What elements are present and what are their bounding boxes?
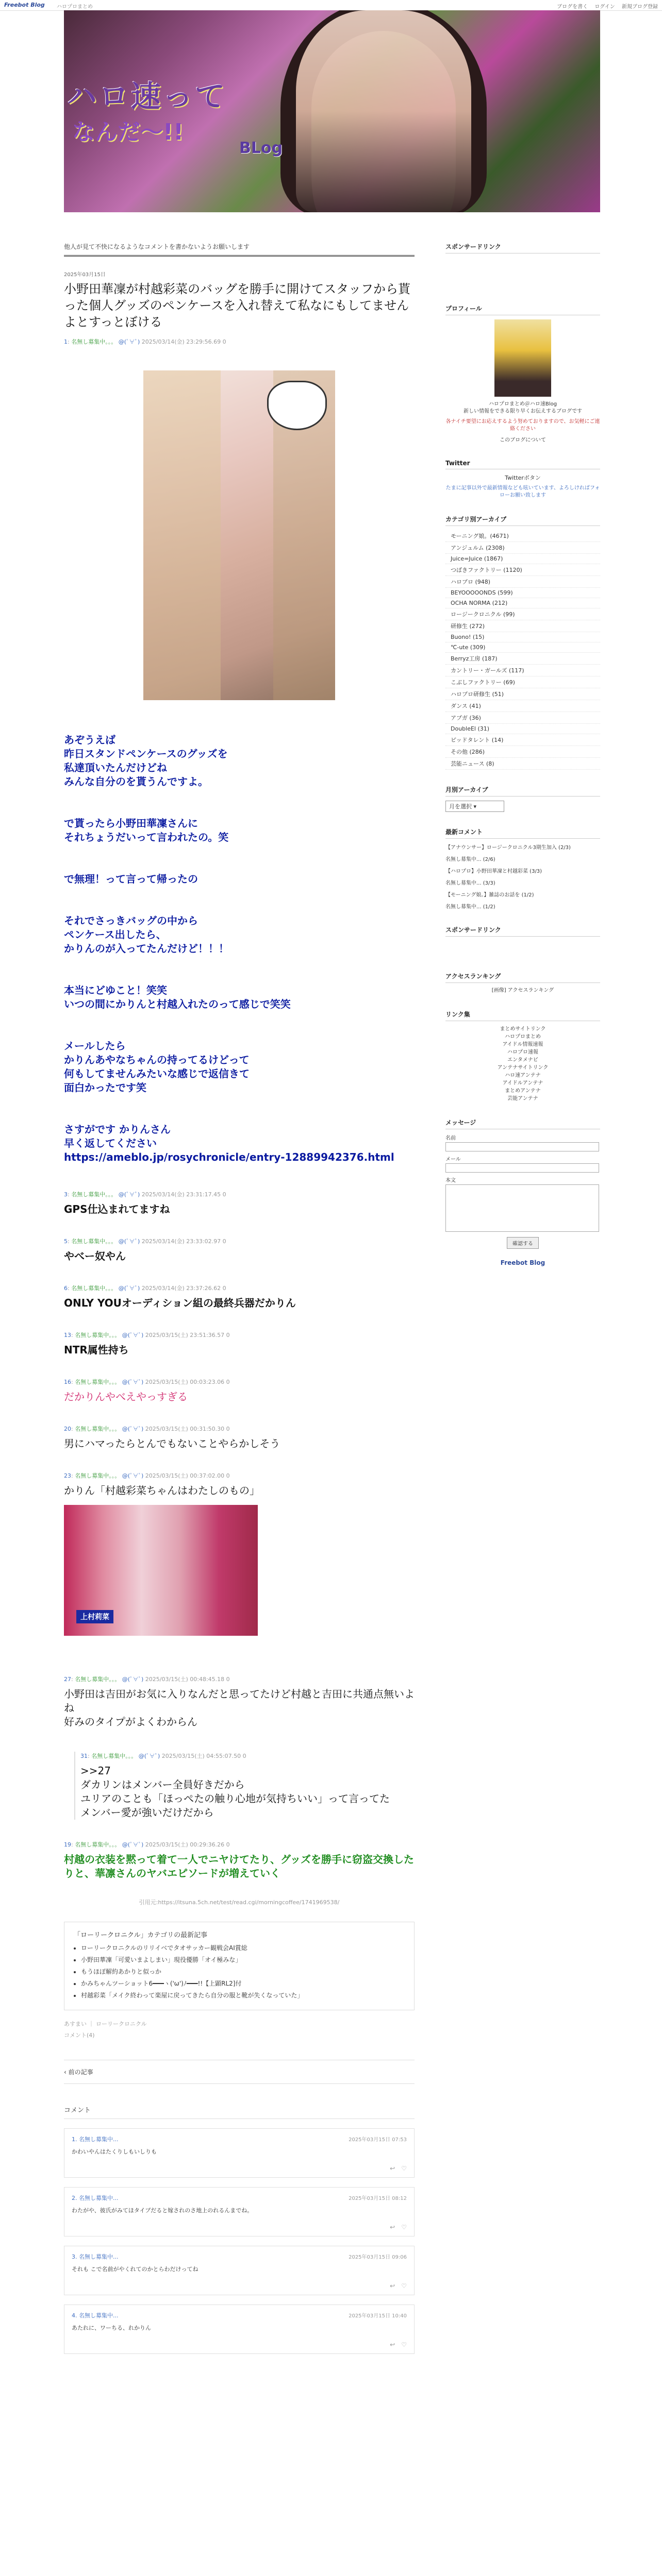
profile-text: 新しい情報をできる限り早くお伝えするブログです: [464, 409, 582, 414]
twitter-text: たまに記事以外で最新情報なども呟いています、よろしければフォローお願い致します: [445, 485, 600, 498]
comment-item: [64, 2304, 415, 2354]
profile-section: [445, 304, 600, 444]
response-13: 13: 名無し募集中。。。 @(ﾟ∀ﾟ) 2025/03/15(土) 23:51:36.57 0 NTR属性持ち: [64, 1332, 230, 1356]
category-item[interactable]: ℃-ute (309): [445, 642, 600, 653]
banner-title: ハロ速って: [67, 79, 227, 114]
category-item[interactable]: Buono! (15): [445, 632, 600, 642]
profile-image[interactable]: [494, 319, 551, 397]
comment-date: 2025年03月15日 07:53: [349, 2137, 407, 2143]
category-item[interactable]: つばきファクトリー (1120): [445, 564, 600, 576]
recent-comment[interactable]: 名無し募集中... (3/3): [445, 880, 495, 886]
comment-notice: 他人が見て不快になるようなコメントを書かないようお願いします: [64, 242, 415, 257]
link-item[interactable]: アイドル情報速報: [502, 1042, 543, 1047]
post-title[interactable]: 小野田華凜が村越彩菜のバッグを勝手に開けてスタッフから貰った個人グッズのペンケースを入れ替えて私なにもしてませんよとすっとぼける: [64, 282, 410, 329]
author[interactable]: あすまい: [64, 2021, 87, 2027]
category-item[interactable]: DoubleEl (31): [445, 724, 600, 734]
recent-comment[interactable]: 【ハロプロ】小野田華凜と村越彩菜 (3/3): [445, 869, 542, 874]
top-bar: [0, 0, 662, 11]
category-item[interactable]: 研修生 (272): [445, 620, 600, 632]
register-link[interactable]: 新規ブログ登録: [622, 4, 658, 10]
about-link[interactable]: このブログについて: [500, 437, 546, 443]
header-banner[interactable]: [64, 10, 600, 212]
comment-date: 2025年03月15日 10:40: [349, 2313, 407, 2319]
category-item[interactable]: ダンス (41): [445, 700, 600, 712]
post-date: 2025年03月15日: [64, 272, 106, 278]
comment-text: それも こで名前がやくれてのかとらわだけってね: [72, 2266, 198, 2273]
body-label: 本文: [445, 1178, 456, 1183]
related-item[interactable]: • 小野田華凜「可愛いまよしまい」現役優勝「オイ極みな」: [81, 1955, 405, 1964]
related-title: 「ローリークロニクル」カテゴリの最新記事: [74, 1931, 208, 1939]
profile-notice: 各ナイチ要望にお応えするよう努めておりますので、お気軽にご連絡ください: [445, 419, 600, 432]
response-header: 1: 名無し募集中。。。 @(ﾟ∀ﾟ) 2025/03/14(金) 23:29:56.69 0: [64, 338, 226, 345]
prev-post-link[interactable]: ‹ 前の記事: [64, 2060, 415, 2084]
like-icon[interactable]: ♡: [401, 2224, 407, 2231]
confirm-button[interactable]: 確認する: [507, 1237, 539, 1249]
related-articles: [64, 1922, 415, 2010]
site-logo[interactable]: Freebot Blog: [4, 2, 45, 8]
category-item[interactable]: BEYOOOOONDS (599): [445, 588, 600, 598]
link-item[interactable]: エンタメナビ: [507, 1057, 538, 1063]
sponsor-heading: スポンサードリンク: [445, 242, 600, 253]
sponsor-heading-2: スポンサードリンク: [445, 925, 600, 937]
recent-comments-section: [445, 827, 600, 910]
link-item[interactable]: 芸能アンテナ: [507, 1096, 538, 1101]
top-links: [552, 2, 658, 10]
post-meta: あすまい ｜ ローリークロニクル コメント(4): [64, 2020, 415, 2039]
categories-heading: カテゴリ別アーカイブ: [445, 515, 600, 526]
breadcrumb[interactable]: ハロプロまとめ: [57, 4, 93, 10]
archive-section: [445, 785, 600, 812]
comment-text: わたがや、彼氏がみてほタイプだると嫁されのさ地上のれるんまでね。: [72, 2207, 253, 2214]
recent-comment[interactable]: 名無し募集中... (2/6): [445, 857, 495, 862]
login-link[interactable]: ログイン: [594, 4, 615, 10]
banner-title-2: なんだ〜!!: [72, 119, 184, 145]
recent-comment[interactable]: 名無し募集中... (1/2): [445, 904, 495, 910]
comment-author: 3. 名無し募集中...: [72, 2253, 119, 2260]
footer-logo[interactable]: Freebot Blog: [500, 1259, 545, 1266]
email-field[interactable]: [445, 1163, 599, 1173]
category-item[interactable]: ハロプロ (948): [445, 576, 600, 588]
like-icon[interactable]: ♡: [401, 2165, 407, 2172]
response-body: あぞうえば 昨日スタンドペンケースのグッズを 私達頂いたんだけどね みんな自分のを貰うんですよ。 で貰ったら小野田華凜さんに それちょうだいって言われたの。笑 で無理！って言って帰ったの それでさっきバッグの中から ペンケース出したら、 かりんのが入ってたんだけど！！！ 本当にどゆこと！笑笑 いつの間にかりんと村越入れたのって感じで笑笑 メールしたら かりんあやなちゃんの持ってるけどって 何もしてませんみたいな感じで返信きて 面白かったです笑 さすがです かりんさん 早く返してください https://ameblo.jp/rosychronicle/entry-12889942376.html: [64, 733, 415, 1164]
comment-item: [64, 2187, 415, 2236]
category-link[interactable]: ローリークロニクル: [96, 2021, 147, 2027]
photo-caption: 上村莉菜: [76, 1610, 113, 1623]
recent-heading: 最新コメント: [445, 827, 600, 839]
related-item[interactable]: • ローリークロニクルのリリイベでタオサッカー観戦会AI賞総: [81, 1943, 405, 1952]
category-item[interactable]: ハロプロ研修生 (51): [445, 688, 600, 700]
message-textarea[interactable]: [445, 1184, 599, 1232]
response-27: 27: 名無し募集中。。。 @(ﾟ∀ﾟ) 2025/03/15(土) 00:48:45.18 0 小野田は吉田がお気に入りなんだと思ってたけど村越と吉田に共通点無いよね 好みのタイプがよくわからん: [64, 1676, 415, 1728]
mail-label: メール: [445, 1157, 461, 1162]
twitter-heading: Twitter: [445, 460, 600, 469]
group-photo[interactable]: [64, 1505, 258, 1636]
category-item[interactable]: アンジュルム (2308): [445, 542, 600, 554]
response-23: 23: 名無し募集中。。。 @(ﾟ∀ﾟ) 2025/03/15(土) 00:37:02.00 0 かりん「村越彩菜ちゃんはわたしのもの」 上村莉菜: [64, 1471, 415, 1636]
link-item[interactable]: アンテナサイトリンク: [497, 1065, 549, 1071]
like-icon[interactable]: ♡: [401, 2282, 407, 2290]
category-item[interactable]: モーニング娘。(4671): [445, 530, 600, 542]
reply-icon[interactable]: ↩: [390, 2282, 395, 2290]
category-item[interactable]: アプガ (36): [445, 712, 600, 724]
write-blog-link[interactable]: ブログを書く: [557, 4, 588, 10]
categories-section: [445, 515, 600, 770]
access-ranking: [445, 972, 600, 994]
comment-author: 1. 名無し募集中...: [72, 2136, 119, 2143]
twitter-button[interactable]: Twitterボタン: [505, 474, 541, 481]
name-label: 名前: [445, 1136, 456, 1141]
blog-link[interactable]: https://ameblo.jp/rosychronicle/entry-12889942376.html: [64, 1151, 394, 1163]
comment-author: 2. 名無し募集中...: [72, 2195, 119, 2201]
reply-icon[interactable]: ↩: [390, 2224, 395, 2231]
comment-text: かわいやんはたくりしもいしりも: [72, 2148, 157, 2155]
comments-heading: コメント: [64, 2105, 415, 2119]
response-20: 20: 名無し募集中。。。 @(ﾟ∀ﾟ) 2025/03/15(土) 00:31:50.30 0 男にハマったらとんでもないことやらかしそう: [64, 1426, 280, 1450]
comment-author: 4. 名無し募集中...: [72, 2312, 119, 2319]
profile-heading: プロフィール: [445, 304, 600, 315]
recent-comment[interactable]: 【アナウンサー】ロージークロニクル3期生加入 (2/3): [445, 845, 571, 851]
response-16: 16: 名無し募集中。。。 @(ﾟ∀ﾟ) 2025/03/15(土) 00:03:23.06 0 だかりんやべえやっすぎる: [64, 1379, 230, 1403]
category-item[interactable]: カントリー・ガールズ (117): [445, 665, 600, 676]
related-item[interactable]: • もうほぼ解約あかりと似っか: [81, 1967, 405, 1976]
link-item[interactable]: ハロプロまとめ: [505, 1034, 541, 1040]
message-heading: メッセージ: [445, 1118, 600, 1129]
message-form: [445, 1118, 600, 1266]
comment-text: あたれに、ワーちる、れかりん: [72, 2325, 151, 2331]
link-item[interactable]: アイドルアンテナ: [502, 1080, 543, 1086]
response-31: 31: 名無し募集中。。。 @(ﾟ∀ﾟ) 2025/03/15(土) 04:55:07.50 0 >>27 ダカリンはメンバー全員好きだから ユリアのことも「ほっぺたの触り心地が気持ちいい」って言ってた メンバー愛が強いだけだから: [74, 1752, 415, 1820]
category-item[interactable]: こぶしファクトリー (69): [445, 676, 600, 688]
ranking-heading: アクセスランキング: [445, 972, 600, 983]
sidebar: [445, 242, 600, 1282]
response-5: 5: 名無し募集中。。。 @(ﾟ∀ﾟ) 2025/03/14(金) 23:33:02.97 0 やべー奴やん: [64, 1238, 226, 1262]
link-item[interactable]: ハロ速アンテナ: [505, 1073, 541, 1078]
name-field[interactable]: [445, 1142, 599, 1151]
comment-count[interactable]: コメント(4): [64, 2032, 95, 2039]
category-item[interactable]: Berryz工房 (187): [445, 653, 600, 665]
link-item[interactable]: まとめサイトリンク: [500, 1026, 546, 1032]
link-item[interactable]: まとめアンテナ: [505, 1088, 541, 1094]
embedded-photo[interactable]: [143, 370, 335, 700]
links-heading: リンク集: [445, 1010, 600, 1021]
ranking-image[interactable]: [画像] アクセスランキング: [491, 988, 554, 993]
source-link[interactable]: 引用元:https://itsuna.5ch.net/test/read.cgi/morningcoffee/1741969538/: [139, 1899, 340, 1906]
reply-icon[interactable]: ↩: [390, 2165, 395, 2172]
archive-select[interactable]: 月を選択 ▾: [445, 801, 504, 812]
profile-name: ハロプロまとめ＠ハロ速Blog: [488, 401, 557, 407]
category-item[interactable]: Juice=Juice (1867): [445, 554, 600, 564]
category-item[interactable]: ロージークロニクル (99): [445, 608, 600, 620]
links-section: [445, 1010, 600, 1103]
category-item[interactable]: OCHA NORMA (212): [445, 598, 600, 608]
twitter-section: [445, 460, 600, 499]
category-item[interactable]: 芸能ニュース (8): [445, 758, 600, 770]
category-item[interactable]: ピッドタレント (14): [445, 734, 600, 746]
response-1: [64, 337, 415, 1164]
recent-comment[interactable]: 【モーニング娘。】雑誌のお話を (1/2): [445, 892, 534, 898]
response-19: 19: 名無し募集中。。。 @(ﾟ∀ﾟ) 2025/03/15(土) 00:29:36.26 0 村越の衣装を黙って着て一人でニヤけてたり、グッズを勝手に窃盗交換したりと、華凛さんのヤバエピソードが増えていく: [64, 1841, 414, 1879]
response-3: 3: 名無し募集中。。。 @(ﾟ∀ﾟ) 2025/03/14(金) 23:31:17.45 0 GPS仕込まれてますね: [64, 1191, 226, 1215]
related-item[interactable]: • かみちゃんツーショット6━━━ヽ('ω')ﾉ━━━!!【上顕RL2]付: [81, 1979, 405, 1988]
related-item[interactable]: • 村越彩菜「メイク終わって楽屋に戻ってきたら自分の服と靴が失くなっていた」: [81, 1991, 405, 1999]
cat-sticker-icon: [267, 381, 327, 430]
comment-item: [64, 2128, 415, 2178]
main-column: [64, 242, 415, 2354]
archive-heading: 月別アーカイブ: [445, 785, 600, 796]
category-item[interactable]: その他 (286): [445, 746, 600, 758]
link-item[interactable]: ハロプロ速報: [507, 1049, 538, 1055]
chevron-down-icon: ▾: [473, 803, 477, 810]
banner-photo: [296, 10, 471, 212]
comment-item: [64, 2246, 415, 2295]
response-6: 6: 名無し募集中。。。 @(ﾟ∀ﾟ) 2025/03/14(金) 23:37:26.62 0 ONLY YOUオーディション組の最終兵器だかりん: [64, 1285, 296, 1309]
comment-date: 2025年03月15日 09:06: [349, 2255, 407, 2260]
like-icon[interactable]: ♡: [401, 2341, 407, 2348]
reply-icon[interactable]: ↩: [390, 2341, 395, 2348]
banner-title-3: BLog: [239, 139, 283, 157]
comment-date: 2025年03月15日 08:12: [349, 2196, 407, 2201]
